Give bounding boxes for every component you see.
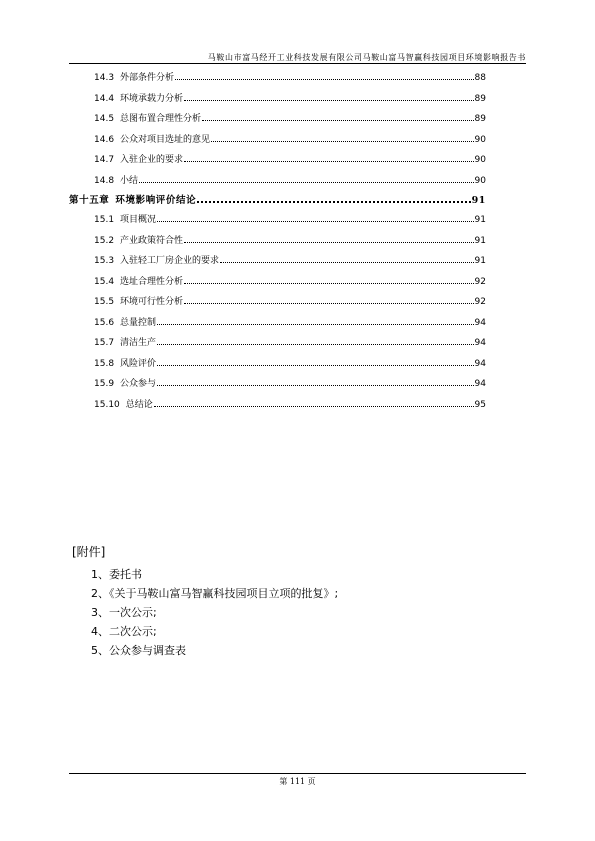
toc-entry-number: 15.6 bbox=[94, 318, 115, 328]
toc-leader bbox=[175, 79, 473, 80]
attachment-item: 2、《关于马鞍山富马智赢科技园项目立项的批复》; bbox=[91, 587, 339, 600]
toc-entry-number: 14.5 bbox=[94, 114, 115, 124]
toc-leader bbox=[157, 344, 473, 345]
toc-leader bbox=[157, 221, 473, 222]
toc-entry-number: 14.4 bbox=[94, 94, 115, 104]
toc-entry-page: 89 bbox=[474, 114, 486, 124]
toc-entry-page: 91 bbox=[474, 236, 486, 246]
toc-leader bbox=[184, 100, 473, 101]
toc-entry-number: 15.8 bbox=[94, 359, 115, 369]
toc-leader bbox=[220, 262, 473, 263]
toc-entry-label: 总量控制 bbox=[120, 318, 157, 328]
toc-entry[interactable] bbox=[94, 255, 486, 267]
toc-leader bbox=[184, 161, 473, 162]
toc-entry-page: 90 bbox=[474, 135, 486, 145]
attachment-item: 1、委托书 bbox=[91, 568, 142, 581]
toc-entry-label: 入驻企业的要求 bbox=[120, 155, 184, 165]
toc-chapter-number: 第十五章 bbox=[69, 195, 110, 206]
toc-entry-label: 环境可行性分析 bbox=[120, 297, 184, 307]
toc-entry-label: 公众对项目选址的意见 bbox=[120, 135, 211, 145]
toc-entry[interactable] bbox=[94, 154, 486, 166]
toc-entry-number: 14.3 bbox=[94, 73, 115, 83]
toc-entry[interactable] bbox=[94, 276, 486, 288]
toc-entry-number: 15.2 bbox=[94, 236, 115, 246]
toc-entry-number: 15.4 bbox=[94, 277, 115, 287]
toc-leader bbox=[184, 283, 473, 284]
toc-entry-label: 项目概况 bbox=[120, 215, 157, 225]
toc-entry-number: 14.8 bbox=[94, 176, 115, 186]
attachment-item: 4、二次公示; bbox=[91, 625, 157, 638]
toc-entry-label: 风险评价 bbox=[120, 359, 157, 369]
toc-entry-number: 15.7 bbox=[94, 338, 115, 348]
toc-entry-number: 15.5 bbox=[94, 297, 115, 307]
toc-entry-label: 公众参与 bbox=[120, 379, 157, 389]
toc-entry[interactable] bbox=[94, 175, 486, 187]
toc-entry-page: 91 bbox=[474, 215, 486, 225]
attachment-item: 5、公众参与调查表 bbox=[91, 644, 186, 657]
toc-entry-number: 15.10 bbox=[94, 400, 120, 410]
toc-entry-page: 92 bbox=[474, 277, 486, 287]
toc-entry-number: 14.7 bbox=[94, 155, 115, 165]
toc-entry[interactable] bbox=[94, 113, 486, 125]
toc-entry-number: 15.1 bbox=[94, 215, 115, 225]
toc-entry[interactable] bbox=[94, 72, 486, 84]
toc-leader bbox=[157, 365, 473, 366]
toc-entry-label: 外部条件分析 bbox=[120, 73, 175, 83]
toc-entry-page: 91 bbox=[474, 256, 486, 266]
toc-chapter-label: 环境影响评价结论 bbox=[115, 195, 197, 206]
toc-leader bbox=[211, 141, 473, 142]
toc-leader bbox=[184, 303, 473, 304]
toc-entry-label: 产业政策符合性 bbox=[120, 236, 184, 246]
footer-rule bbox=[69, 773, 526, 774]
toc-entry-number: 14.6 bbox=[94, 135, 115, 145]
toc-entry-number: 15.3 bbox=[94, 256, 115, 266]
toc-entry-page: 94 bbox=[474, 318, 486, 328]
header-rule bbox=[69, 63, 526, 64]
toc-chapter-page: 91 bbox=[471, 195, 486, 206]
toc-leader bbox=[202, 120, 473, 121]
toc-entry-page: 95 bbox=[474, 400, 486, 410]
toc-entry-page: 94 bbox=[474, 379, 486, 389]
attachments-title: [附件] bbox=[72, 545, 106, 559]
toc-entry[interactable] bbox=[94, 214, 486, 226]
toc-leader bbox=[157, 324, 473, 325]
toc-entry-page: 94 bbox=[474, 359, 486, 369]
toc-entry-label: 入驻轻工厂房企业的要求 bbox=[120, 256, 220, 266]
toc-entry-page: 92 bbox=[474, 297, 486, 307]
toc-leader bbox=[197, 201, 470, 203]
attachment-item: 3、一次公示; bbox=[91, 606, 157, 619]
toc-entry[interactable] bbox=[94, 399, 486, 411]
toc-entry-label: 选址合理性分析 bbox=[120, 277, 184, 287]
toc-leader bbox=[154, 406, 474, 407]
toc-leader bbox=[184, 242, 473, 243]
toc-entry-label: 总结论 bbox=[125, 400, 153, 410]
toc-entry[interactable] bbox=[94, 317, 486, 329]
toc-entry-page: 88 bbox=[474, 73, 486, 83]
toc-leader bbox=[157, 385, 473, 386]
toc-entry-page: 90 bbox=[474, 176, 486, 186]
toc-entry-page: 90 bbox=[474, 155, 486, 165]
toc-entry[interactable] bbox=[94, 93, 486, 105]
page-number: 第 111 页 bbox=[279, 777, 316, 786]
toc-entry[interactable] bbox=[94, 378, 486, 390]
toc-entry-page: 94 bbox=[474, 338, 486, 348]
toc-entry-page: 89 bbox=[474, 94, 486, 104]
toc-entry-label: 环境承载力分析 bbox=[120, 94, 184, 104]
running-header: 马鞍山市富马经开工业科技发展有限公司马鞍山富马智赢科技园项目环境影响报告书 bbox=[207, 53, 526, 62]
toc-entry-number: 15.9 bbox=[94, 379, 115, 389]
toc-entry[interactable] bbox=[94, 134, 486, 146]
toc-entry[interactable] bbox=[94, 235, 486, 247]
toc-entry[interactable] bbox=[94, 337, 486, 349]
toc-entry-label: 清洁生产 bbox=[120, 338, 157, 348]
toc-entry[interactable] bbox=[94, 296, 486, 308]
toc-entry-label: 小结 bbox=[120, 176, 139, 186]
toc-leader bbox=[139, 182, 473, 183]
toc-entry[interactable] bbox=[94, 358, 486, 370]
toc-chapter-entry[interactable] bbox=[69, 195, 486, 207]
toc-entry-label: 总图布置合理性分析 bbox=[120, 114, 202, 124]
